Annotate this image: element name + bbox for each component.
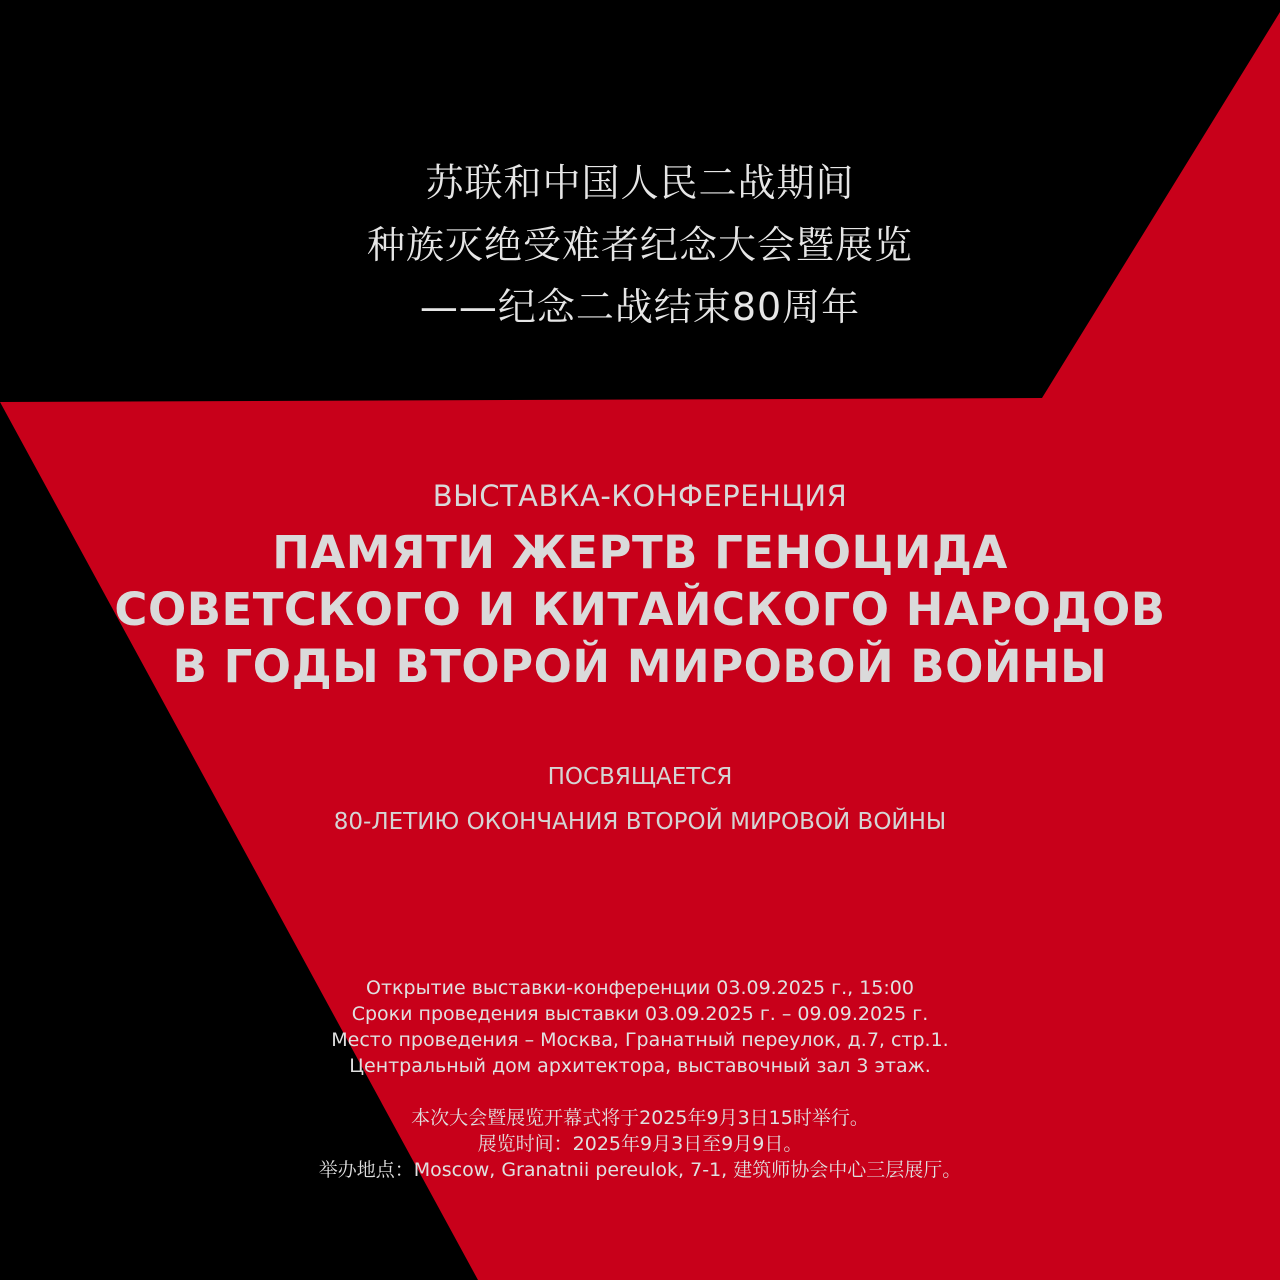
- chinese-title-line-3: ——纪念二战结束80周年: [419, 285, 861, 329]
- dedication-line-1: ПОСВЯЩАЕТСЯ: [547, 764, 733, 790]
- chinese-title-line-1: 苏联和中国人民二战期间: [425, 161, 855, 205]
- ru-hall: Центральный дом архитектора, выставочный зал 3 этаж.: [349, 1055, 931, 1077]
- russian-title-line-1: ПАМЯТИ ЖЕРТВ ГЕНОЦИДА: [272, 526, 1008, 579]
- dedication: [0, 755, 1280, 845]
- russian-event-details: [0, 975, 1280, 1079]
- russian-kicker: ВЫСТАВКА-КОНФЕРЕНЦИЯ: [432, 479, 848, 513]
- ru-exhibition-dates: Сроки проведения выставки 03.09.2025 г. – 09.09.2025 г.: [351, 1003, 929, 1025]
- russian-title-line-3: В ГОДЫ ВТОРОЙ МИРОВОЙ ВОЙНЫ: [172, 640, 1108, 693]
- chinese-event-details: [0, 1105, 1280, 1183]
- russian-title: [0, 524, 1280, 695]
- ru-venue: Место проведения – Москва, Гранатный переулок, д.7, стр.1.: [331, 1029, 949, 1051]
- russian-title-line-2: СОВЕТСКОГО И КИТАЙСКОГО НАРОДОВ: [114, 583, 1166, 636]
- chinese-title-line-2: 种族灭绝受难者纪念大会暨展览: [366, 223, 913, 267]
- ru-opening-time: Открытие выставки-конференции 03.09.2025 г., 15:00: [366, 977, 914, 999]
- zh-opening-time: 本次大会暨展览开幕式将于2025年9月3日15时举行。: [411, 1107, 869, 1129]
- zh-venue: 举办地点：Moscow, Granatnii pereulok, 7-1, 建筑师协会中心三层展厅。: [318, 1159, 962, 1181]
- dedication-line-2: 80-ЛЕТИЮ ОКОНЧАНИЯ ВТОРОЙ МИРОВОЙ ВОЙНЫ: [333, 809, 947, 835]
- zh-exhibition-dates: 展览时间：2025年9月3日至9月9日。: [477, 1133, 803, 1155]
- chinese-title: [0, 152, 1280, 338]
